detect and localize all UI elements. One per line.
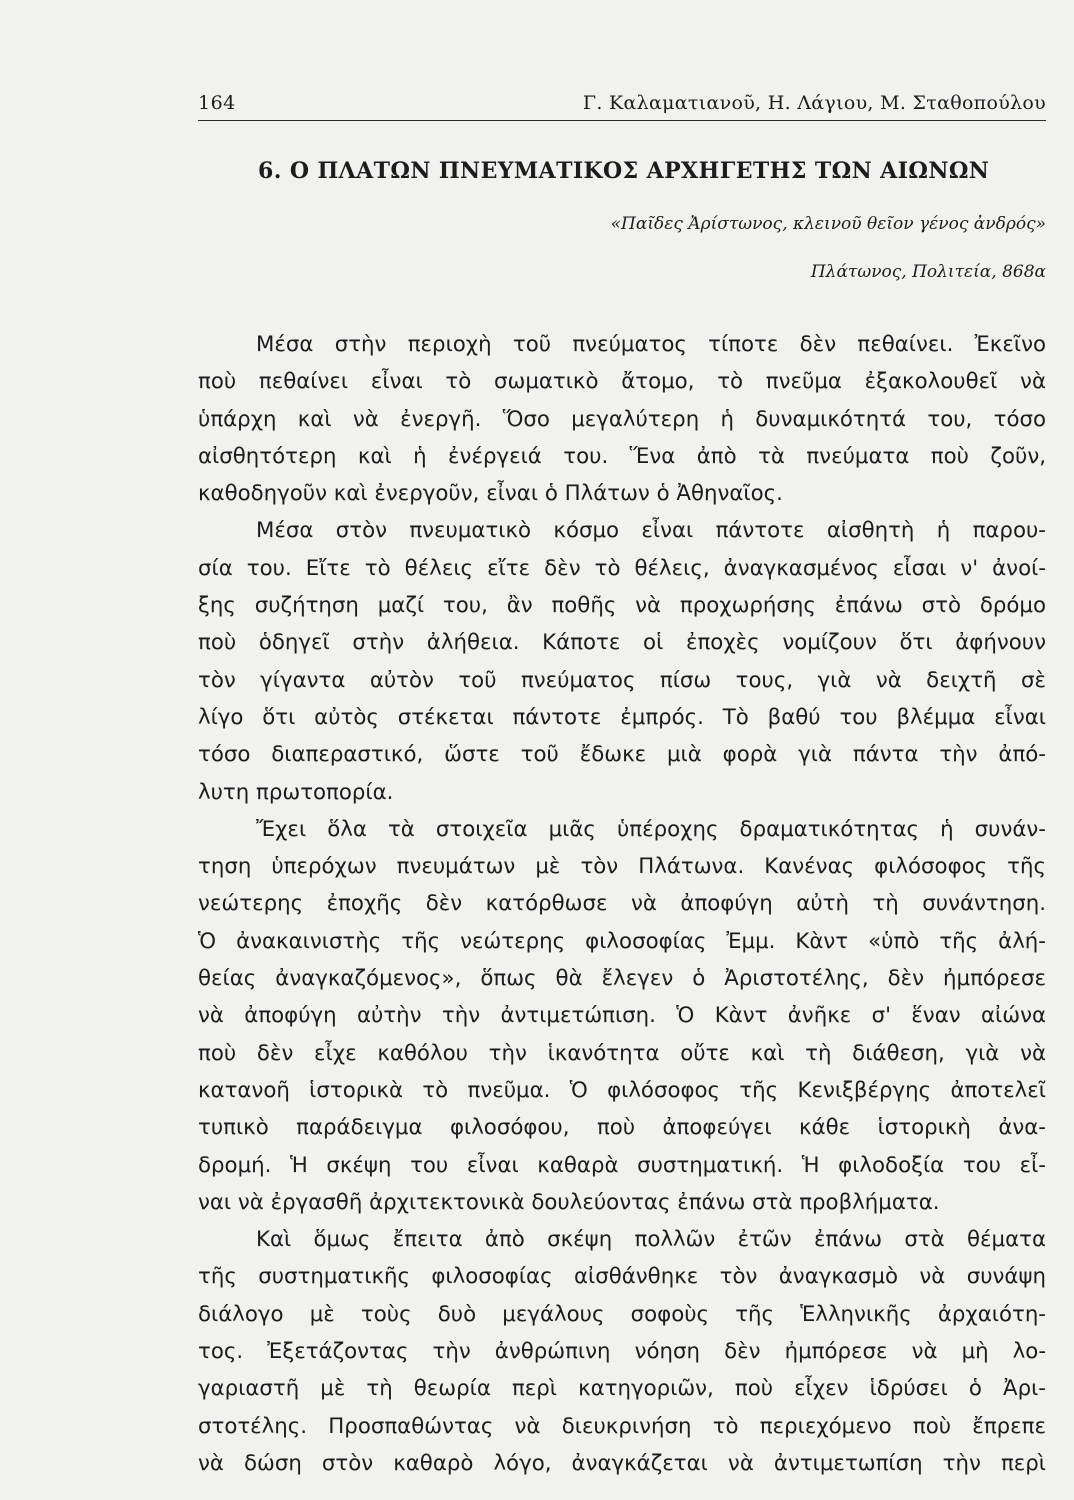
body-line: γαριαστῆ μὲ τὴ θεωρία περὶ κατηγοριῶν, ποὺ εἶχεν ἱδρύσει ὁ Ἀρι- xyxy=(198,1376,1046,1402)
body-line: τόσο διαπεραστικό, ὥστε τοῦ ἔδωκε μιὰ φορὰ γιὰ πάντα τὴν ἀπό- xyxy=(198,742,1046,768)
body-line: διάλογο μὲ τοὺς δυὸ μεγάλους σοφοὺς τῆς Ἑλληνικῆς ἀρχαιότη- xyxy=(198,1301,1046,1327)
page-header xyxy=(198,84,1046,121)
body-line: Μέσα στὴν περιοχὴ τοῦ πνεύματος τίποτε δὲν πεθαίνει. Ἐκεῖνο xyxy=(256,332,1046,357)
body-line: θείας ἀναγκαζόμενος», ὅπως θὰ ἔλεγεν ὁ Ἀριστοτέλης, δὲν ἠμπόρεσε xyxy=(198,966,1046,992)
body-line: νεώτερης ἐποχῆς δὲν κατόρθωσε νὰ ἀποφύγη αὐτὴ τὴ συνάντηση. xyxy=(198,891,1046,917)
body-line: ξης συζήτηση μαζί του, ἂν ποθῆς νὰ προχωρήσης ἐπάνω στὸ δρόμο xyxy=(198,593,1046,619)
body-line: σία του. Εἴτε τὸ θέλεις εἴτε δὲν τὸ θέλεις, ἀναγκασμένος εἶσαι ν' ἀνοί- xyxy=(198,555,1046,581)
chapter-title: 6. Ο ΠΛΑΤΩΝ ΠΝΕΥΜΑΤΙΚΟΣ ΑΡΧΗΓΕΤΗΣ ΤΩΝ ΑΙΩΝΩΝ xyxy=(258,158,990,184)
body-line: τος. Ἐξετάζοντας τὴν ἀνθρώπινη νόηση δὲν ἠμπόρεσε νὰ μὴ λο- xyxy=(198,1339,1046,1365)
running-head: Γ. Καλαματιανοῦ, Η. Λάγιου, Μ. Σταθοπούλου xyxy=(582,92,1046,114)
body-line: αἰσθητότερη καὶ ἡ ἐνέργειά του. Ἕνα ἀπὸ τὰ πνεύματα ποὺ ζοῦν, xyxy=(198,443,1046,469)
body-line: καθοδηγοῦν καὶ ἐνεργοῦν, εἶναι ὁ Πλάτων ὁ Ἀθηναῖος. xyxy=(198,481,783,507)
epigraph-source: Πλάτωνος, Πολιτεία, 868α xyxy=(810,262,1046,282)
body-line: τῆς συστηματικῆς φιλοσοφίας αἰσθάνθηκε τὸν ἀναγκασμὸ νὰ συνάψη xyxy=(198,1264,1046,1290)
body-line: τὸν γίγαντα αὐτὸν τοῦ πνεύματος πίσω τους, γιὰ νὰ δειχτῆ σὲ xyxy=(198,667,1046,693)
body-line: ποὺ πεθαίνει εἶναι τὸ σωματικὸ ἄτομο, τὸ πνεῦμα ἐξακολουθεῖ νὰ xyxy=(198,369,1046,395)
epigraph-quote: «Παῖδες Ἀρίστωνος, κλεινοῦ θεῖον γένος ἀνδρός» xyxy=(610,214,1046,234)
body-line: Ἔχει ὅλα τὰ στοιχεῖα μιᾶς ὑπέροχης δραματικότητας ἡ συνάν- xyxy=(256,816,1046,842)
body-text xyxy=(198,326,1046,1482)
body-line: τυπικὸ παράδειγμα φιλοσόφου, ποὺ ἀποφεύγει κάθε ἱστορικὴ ἀνα- xyxy=(198,1115,1046,1141)
body-line: ποὺ δὲν εἶχε καθόλου τὴν ἱκανότητα οὔτε καὶ τὴ διάθεση, γιὰ νὰ xyxy=(198,1040,1046,1066)
body-line: ναι νὰ ἐργασθῆ ἀρχιτεκτονικὰ δουλεύοντας ἐπάνω στὰ προβλήματα. xyxy=(198,1189,940,1215)
body-line: Καὶ ὅμως ἔπειτα ἀπὸ σκέψη πολλῶν ἐτῶν ἐπάνω στὰ θέματα xyxy=(256,1227,1046,1253)
body-line: λυτη πρωτοπορία. xyxy=(198,779,394,805)
body-line: Ὁ ἀνακαινιστὴς τῆς νεώτερης φιλοσοφίας Ἐμμ. Κὰντ «ὑπὸ τῆς ἀλή- xyxy=(198,928,1046,954)
body-line: ὑπάρχη καὶ νὰ ἐνεργῆ. Ὅσο μεγαλύτερη ἡ δυναμικότητά του, τόσο xyxy=(198,406,1046,432)
body-line: νὰ δώση στὸν καθαρὸ λόγο, ἀναγκάζεται νὰ ἀντιμετωπίση τὴν περὶ xyxy=(198,1450,1046,1476)
body-line: Μέσα στὸν πνευματικὸ κόσμο εἶναι πάντοτε αἰσθητὴ ἡ παρου- xyxy=(256,518,1046,544)
body-line: τηση ὑπερόχων πνευμάτων μὲ τὸν Πλάτωνα. Κανένας φιλόσοφος τῆς xyxy=(198,854,1046,880)
body-line: δρομή. Ἡ σκέψη του εἶναι καθαρὰ συστηματική. Ἡ φιλοδοξία του εἶ- xyxy=(198,1152,1046,1178)
page-number: 164 xyxy=(198,92,236,114)
body-line: νὰ ἀποφύγη αὐτὴν τὴν ἀντιμετώπιση. Ὁ Κὰντ ἀνῆκε σ' ἕναν αἰώνα xyxy=(198,1003,1046,1029)
body-line: ποὺ ὁδηγεῖ στὴν ἀλήθεια. Κάποτε οἱ ἐποχὲς νομίζουν ὅτι ἀφήνουν xyxy=(198,630,1046,656)
body-line: στοτέλης. Προσπαθώντας νὰ διευκρινήση τὸ περιεχόμενο ποὺ ἔπρεπε xyxy=(198,1413,1046,1439)
body-line: λίγο ὅτι αὐτὸς στέκεται πάντοτε ἐμπρός. Τὸ βαθύ του βλέμμα εἶναι xyxy=(198,704,1046,730)
body-line: κατανοῆ ἱστορικὰ τὸ πνεῦμα. Ὁ φιλόσοφος τῆς Κενιξβέργης ἀποτελεῖ xyxy=(198,1077,1046,1103)
